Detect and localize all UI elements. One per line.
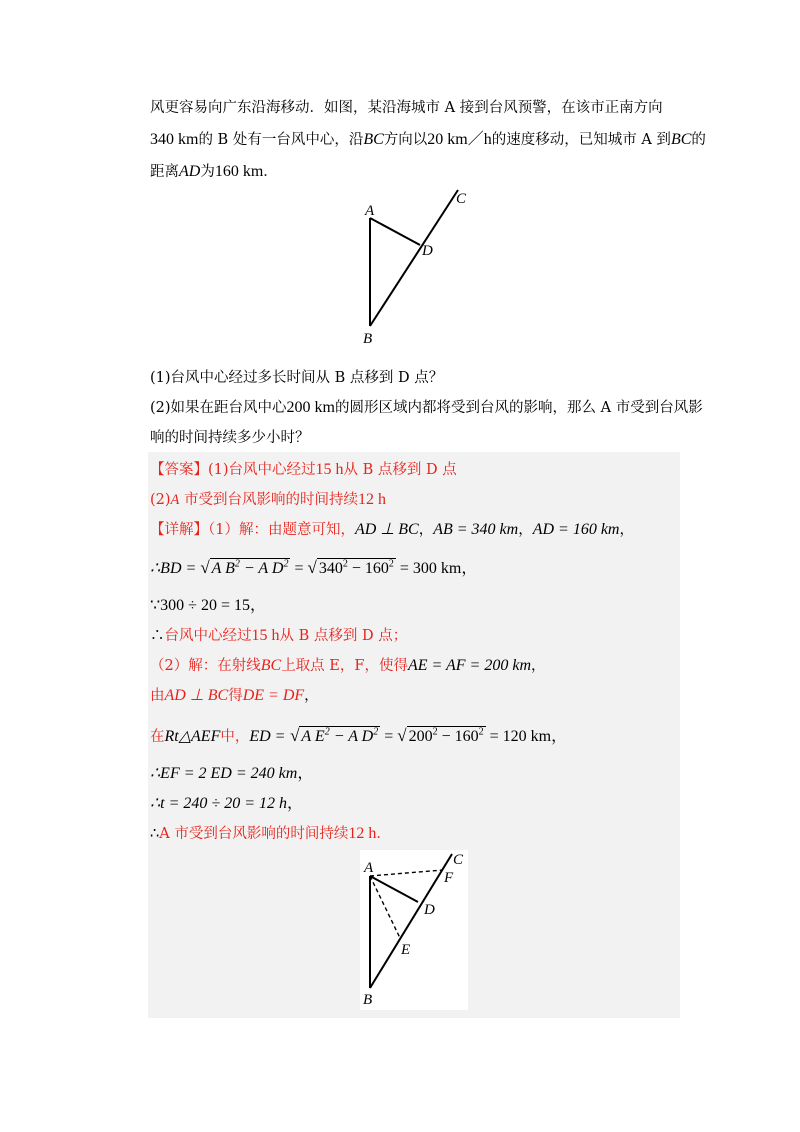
detail-line-10: ∴A 市受到台风影响的时间持续12 h． <box>150 825 391 842</box>
question-2-line-2: 响的时间持续多少小时？ <box>150 430 310 446</box>
detail-line-3: ∵300 ÷ 20 = 15， <box>150 597 266 614</box>
triangle-figure-2 <box>360 850 470 1010</box>
problem-line-2: 340 km的 B 处有一台风中心，沿BC方向以20 km／h的速度移动，已知城市 A 到BC的 <box>150 131 706 148</box>
figure1-label-b: B <box>363 331 373 347</box>
detail-line-5: （2）解：在射线BC上取点 E，F，使得AE = AF = 200 km， <box>150 657 546 674</box>
detail-line-4: ∴台风中心经过15 h从 B 点移到 D 点； <box>150 627 408 644</box>
figure2-label-e: E <box>401 942 411 958</box>
figure1-label-d: D <box>422 243 433 259</box>
answer-line-2: (2)A 市受到台风影响的时间持续12 h <box>150 491 387 508</box>
detail-line-8: ∴EF = 2 ED = 240 km， <box>150 765 314 782</box>
question-2-line-1: (2)如果在距台风中心200 km的圆形区域内都将受到台风的影响，那么 A 市受到台风影 <box>150 399 703 416</box>
figure2-label-b: B <box>363 992 373 1008</box>
triangle-figure-1 <box>350 185 480 350</box>
detail-line-9: ∴t = 240 ÷ 20 = 12 h， <box>150 795 304 812</box>
detail-line-6: 由AD ⊥ BC得DE = DF， <box>150 687 319 704</box>
problem-line-3: 距离AD为160 km． <box>150 163 278 180</box>
detail-line-2: ∴BD = √ A $B^2 - A$ $D^2$ = √ $340^2 - 160^2 = 300$ km， <box>150 558 478 577</box>
figure2-label-f: F <box>444 870 454 886</box>
detail-line-7: 在Rt△AEF中，ED = √ A $E^2 - A$ $D^2$ = √ $200^2 - 160^2 = 120$ km， <box>150 726 568 745</box>
figure2-label-d: D <box>424 902 435 918</box>
figure2-label-c: C <box>453 852 464 868</box>
figure2-label-a: A <box>364 860 374 876</box>
detail-line-1: 【详解】（1）解：由题意可知，AD ⊥ BC，AB = 340 km，AD = 160 km， <box>150 521 634 538</box>
figure1-label-a: A <box>365 203 375 219</box>
problem-line-1: 风更容易向广东沿海移动．如图，某沿海城市 A 接到台风预警，在该市正南方向 <box>150 100 663 116</box>
figure1-label-c: C <box>456 191 467 207</box>
answer-line-1: 【答案】(1)台风中心经过15 h从 B 点移到 D 点 <box>150 461 457 478</box>
question-1: (1)台风中心经过多长时间从 B 点移到 D 点？ <box>150 370 444 386</box>
